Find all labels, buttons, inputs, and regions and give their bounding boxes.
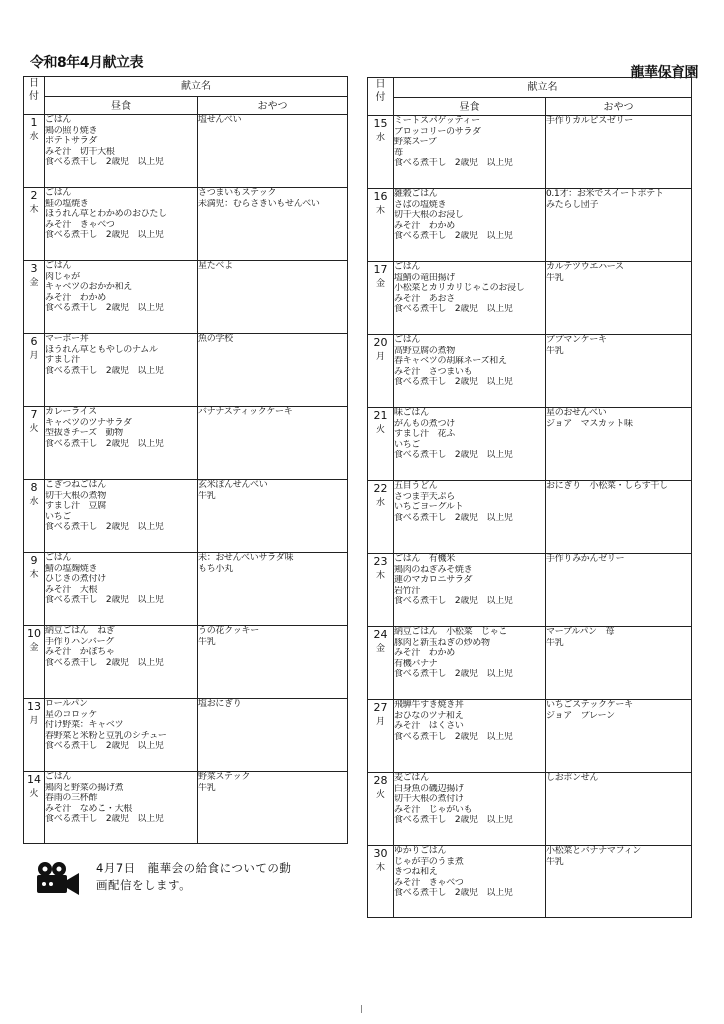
- menu-row: [368, 262, 692, 335]
- lunch-cell: [45, 772, 198, 844]
- date-cell: [368, 627, 394, 700]
- lunch-item: 蓮のマカロニサラダ: [394, 575, 473, 586]
- lunch-item: みそ汁 かぼちゃ: [45, 647, 115, 658]
- snack-cell: [198, 480, 348, 553]
- snack-item: 小松菜とバナナマフィン: [546, 846, 641, 856]
- lunch-item: ごはん: [45, 553, 72, 563]
- lunch-item: 鯖の塩麹焼き: [45, 563, 98, 574]
- lunch-item: 食べる煮干し 2歳児 以上児: [45, 657, 164, 668]
- menu-row: [368, 189, 692, 262]
- snack-cell: [546, 700, 692, 773]
- day-number: 15: [373, 117, 388, 130]
- weekday: 木: [375, 570, 385, 581]
- snack-item: ジョア プレーン: [546, 710, 615, 721]
- snack-cell: [198, 334, 348, 407]
- lunch-cell: [394, 408, 546, 481]
- lunch-item: ポテトサラダ: [45, 136, 98, 147]
- lunch-item: ごはん: [45, 188, 72, 198]
- day-number: 13: [27, 700, 41, 713]
- lunch-cell: [45, 699, 198, 772]
- lunch-item: ごはん: [394, 335, 421, 345]
- notice-line-1: 4月7日 龍華会の給食についての動: [96, 861, 292, 875]
- snack-cell: [198, 626, 348, 699]
- lunch-cell: [394, 189, 546, 262]
- lunch-item: 小松菜とカリカリじゃこのお浸し: [394, 283, 525, 294]
- snack-item: 牛乳: [198, 490, 216, 501]
- lunch-item: ブロッコリーのサラダ: [394, 126, 481, 137]
- lunch-item: みそ汁 じゃがいも: [394, 804, 473, 815]
- lunch-item: ロールパン: [45, 699, 88, 709]
- snack-item: マーブルパン 苺: [546, 627, 615, 637]
- date-cell: [368, 189, 394, 262]
- lunch-cell: [45, 115, 198, 188]
- lunch-item: すまし汁: [45, 355, 80, 366]
- lunch-item: みそ汁 あおさ: [394, 293, 455, 304]
- snack-item: 0.1才：お米でスイートポテト: [546, 189, 664, 199]
- lunch-item: みそ汁 わかめ: [394, 220, 455, 231]
- lunch-item: ほうれん草ともやしのナムル: [45, 344, 158, 355]
- day-number: 23: [373, 555, 388, 568]
- lunch-item: みそ汁 さつまいも: [394, 366, 473, 377]
- lunch-item: いちごヨーグルト: [394, 502, 464, 513]
- page-mark: [361, 1005, 362, 1013]
- snack-cell: [198, 553, 348, 626]
- lunch-item: 塩鯖の竜田揚げ: [394, 272, 455, 283]
- lunch-item: ごはん: [45, 772, 72, 782]
- snack-cell: [546, 846, 692, 918]
- snack-cell: [198, 115, 348, 188]
- lunch-item: キャベツのツナサラダ: [45, 417, 132, 428]
- snack-item: いちごステックケーキ: [546, 700, 633, 710]
- lunch-cell: [394, 773, 546, 846]
- lunch-item: 五目うどん: [394, 481, 438, 491]
- page-title: 令和8年4月献立表: [30, 55, 143, 71]
- lunch-item: 納豆ごはん ねぎ: [45, 626, 115, 636]
- snack-cell: [198, 699, 348, 772]
- day-number: 6: [30, 335, 38, 348]
- lunch-item: 有機バナナ: [394, 658, 438, 669]
- menu-row: [368, 481, 692, 554]
- lunch-item: 食べる煮干し 2歳児 以上児: [45, 522, 164, 533]
- lunch-item: 食べる煮干し 2歳児 以上児: [394, 596, 513, 607]
- weekday: 月: [375, 351, 385, 362]
- day-number: 27: [373, 701, 388, 714]
- snack-cell: [546, 189, 692, 262]
- lunch-item: 食べる煮干し 2歳児 以上児: [45, 814, 164, 825]
- date-cell: [368, 554, 394, 627]
- lunch-cell: [394, 116, 546, 189]
- date-cell: [368, 408, 394, 481]
- menu-row: [24, 480, 348, 553]
- lunch-item: 肉じゃが: [45, 271, 80, 282]
- weekday: 木: [375, 862, 385, 873]
- menu-row: [24, 772, 348, 844]
- snack-item: バナナスティックケーキ: [198, 407, 293, 417]
- snack-item: 未：おせんべいサラダ味: [198, 553, 294, 563]
- lunch-item: きつね和え: [394, 867, 438, 878]
- lunch-item: いちご: [45, 511, 72, 522]
- lunch-item: 食べる煮干し 2歳児 以上児: [394, 450, 513, 461]
- lunch-item: みそ汁 切干大根: [45, 146, 115, 157]
- day-number: 30: [373, 847, 388, 860]
- lunch-cell: [45, 626, 198, 699]
- snack-item: 塩おにぎり: [198, 699, 242, 709]
- lunch-item: 麦ごはん: [394, 773, 429, 783]
- meal-header: 昼食: [394, 98, 546, 116]
- lunch-item: 食べる煮干し 2歳児 以上児: [45, 595, 164, 606]
- weekday: 木: [29, 204, 39, 215]
- lunch-item: がんもの煮つけ: [394, 418, 455, 429]
- lunch-cell: [45, 261, 198, 334]
- lunch-item: みそ汁 はくさい: [394, 721, 464, 732]
- day-number: 28: [373, 774, 388, 787]
- weekday: 金: [29, 277, 39, 288]
- lunch-item: キャベツのおかか和え: [45, 282, 133, 293]
- day-number: 7: [30, 408, 38, 421]
- weekday: 金: [29, 642, 39, 653]
- snack-item: 魚の学校: [198, 334, 233, 344]
- day-number: 1: [30, 116, 38, 129]
- lunch-item: 食べる煮干し 2歳児 以上児: [394, 377, 513, 388]
- weekday: 月: [29, 715, 39, 726]
- menu-row: [24, 699, 348, 772]
- menu-row: [24, 626, 348, 699]
- day-number: 22: [373, 482, 388, 495]
- date-cell: [24, 772, 45, 844]
- lunch-item: みそ汁 大根: [45, 584, 98, 595]
- lunch-item: 食べる煮干し 2歳児 以上児: [45, 741, 164, 752]
- weekday: 火: [375, 424, 385, 435]
- lunch-item: 春雨の三杯酢: [45, 793, 98, 804]
- snack-item: おにぎり 小松菜・しらす干し: [546, 481, 668, 491]
- menu-table-right: [367, 77, 692, 918]
- snack-item: 星たべよ: [198, 261, 233, 271]
- day-number: 9: [30, 554, 38, 567]
- lunch-item: 春野菜と米粉と豆乳のシチュー: [45, 730, 167, 741]
- lunch-item: 切干大根の煮付け: [394, 794, 464, 805]
- lunch-item: みそ汁 わかめ: [45, 292, 106, 303]
- menu-row: [24, 553, 348, 626]
- snack-item: 牛乳: [546, 272, 564, 283]
- day-number: 24: [373, 628, 388, 641]
- lunch-item: ほうれん草とわかめのおひたし: [45, 209, 167, 220]
- lunch-item: 白身魚の磯辺揚げ: [394, 783, 464, 794]
- snack-cell: [546, 481, 692, 554]
- lunch-item: さつま芋天ぷら: [394, 491, 455, 502]
- weekday: 火: [375, 789, 385, 800]
- lunch-item: じゃが芋のうま煮: [394, 856, 464, 867]
- notice-text: [96, 860, 336, 894]
- snack-item: 牛乳: [546, 637, 564, 648]
- lunch-item: 食べる煮干し 2歳児 以上児: [45, 230, 164, 241]
- day-number: 10: [27, 627, 41, 640]
- menu-header: 献立名: [394, 78, 692, 98]
- snack-cell: [546, 116, 692, 189]
- snack-item: 星のおせんべい: [546, 408, 607, 418]
- snack-item: さつまいもステック: [198, 188, 277, 198]
- date-cell: [24, 188, 45, 261]
- menu-row: [368, 700, 692, 773]
- snack-cell: [546, 627, 692, 700]
- lunch-item: ひじきの煮付け: [45, 574, 106, 585]
- lunch-cell: [394, 554, 546, 627]
- snack-cell: [546, 335, 692, 408]
- snack-cell: [198, 188, 348, 261]
- lunch-item: 食べる煮干し 2歳児 以上児: [394, 731, 513, 742]
- lunch-item: 苺: [394, 147, 403, 158]
- lunch-cell: [394, 700, 546, 773]
- weekday: 火: [29, 423, 39, 434]
- date-cell: [24, 699, 45, 772]
- snack-item: 手作りカルピスゼリー: [546, 116, 634, 126]
- lunch-cell: [394, 481, 546, 554]
- menu-header: 献立名: [45, 77, 348, 97]
- lunch-item: 高野豆腐の煮物: [394, 345, 455, 356]
- snack-item: 塩せんべい: [198, 115, 242, 125]
- lunch-item: 型抜きチーズ 動物: [45, 428, 123, 439]
- lunch-cell: [394, 262, 546, 335]
- snack-item: 牛乳: [198, 782, 216, 793]
- video-camera-icon: [34, 860, 82, 900]
- date-cell: [24, 261, 45, 334]
- lunch-cell: [394, 627, 546, 700]
- snack-cell: [546, 554, 692, 627]
- lunch-item: 食べる煮干し 2歳児 以上児: [45, 157, 164, 168]
- lunch-cell: [394, 335, 546, 408]
- snack-item: ププマンケーキ: [546, 335, 607, 345]
- menu-row: [24, 407, 348, 480]
- date-cell: [368, 481, 394, 554]
- day-number: 20: [373, 336, 388, 349]
- menu-row: [24, 115, 348, 188]
- date-cell: [368, 116, 394, 189]
- snack-item: もち小丸: [198, 563, 233, 574]
- lunch-item: 雑穀ごはん: [394, 189, 438, 199]
- lunch-item: こぎつねごはん: [45, 480, 106, 490]
- lunch-item: 手作りハンバーグ: [45, 636, 114, 647]
- date-header: [368, 78, 394, 116]
- lunch-item: ごはん 有機米: [394, 554, 455, 564]
- date-cell: [368, 700, 394, 773]
- snack-item: 牛乳: [546, 856, 564, 867]
- lunch-item: 食べる煮干し 2歳児 以上児: [45, 303, 164, 314]
- day-number: 3: [30, 262, 38, 275]
- lunch-item: 食べる煮干し 2歳児 以上児: [45, 438, 164, 449]
- weekday: 水: [375, 132, 385, 143]
- lunch-cell: [394, 846, 546, 918]
- lunch-item: 納豆ごはん 小松菜 じゃこ: [394, 627, 508, 637]
- date-header-line1: 日: [375, 79, 386, 90]
- menu-row: [368, 408, 692, 481]
- lunch-item: 豚肉と新玉ねぎの炒め物: [394, 637, 490, 648]
- lunch-item: マーボー丼: [45, 334, 89, 344]
- date-cell: [24, 334, 45, 407]
- menu-row: [368, 554, 692, 627]
- lunch-item: ごはん: [45, 261, 72, 271]
- lunch-item: 野菜スープ: [394, 137, 437, 148]
- lunch-item: 食べる煮干し 2歳児 以上児: [394, 231, 513, 242]
- weekday: 木: [375, 205, 385, 216]
- date-cell: [368, 262, 394, 335]
- date-cell: [368, 335, 394, 408]
- date-header-line1: 日: [29, 78, 39, 89]
- lunch-item: 食べる煮干し 2歳児 以上児: [394, 815, 513, 826]
- weekday: 水: [29, 131, 39, 142]
- lunch-item: カレーライス: [45, 407, 97, 417]
- lunch-item: 味ごはん: [394, 408, 429, 418]
- snack-item: みたらし団子: [546, 199, 599, 210]
- lunch-cell: [45, 553, 198, 626]
- school-name: 龍華保育園: [630, 65, 698, 81]
- lunch-item: すまし汁 豆腐: [45, 501, 106, 512]
- lunch-item: 鶏肉と野菜の揚げ煮: [45, 782, 124, 793]
- lunch-item: 鮭の塩焼き: [45, 198, 89, 209]
- snack-cell: [198, 772, 348, 844]
- weekday: 金: [375, 278, 385, 289]
- date-cell: [368, 846, 394, 918]
- lunch-item: みそ汁 きゃべつ: [45, 219, 115, 230]
- menu-row: [368, 773, 692, 846]
- lunch-item: さばの塩焼き: [394, 199, 447, 210]
- menu-row: [368, 846, 692, 918]
- snack-item: 牛乳: [198, 636, 216, 647]
- lunch-item: 食べる煮干し 2歳児 以上児: [394, 888, 513, 899]
- lunch-item: ミートスパゲッティー: [394, 116, 480, 126]
- menu-row: [368, 116, 692, 189]
- lunch-cell: [45, 480, 198, 553]
- lunch-item: いちご: [394, 439, 421, 450]
- lunch-item: ゆかりごはん: [394, 846, 447, 856]
- snack-item: うの花クッキー: [198, 626, 259, 636]
- snack-cell: [546, 773, 692, 846]
- snack-header: おやつ: [198, 97, 348, 115]
- lunch-item: 切干大根の煮物: [45, 490, 106, 501]
- meal-header: 昼食: [45, 97, 198, 115]
- lunch-cell: [45, 407, 198, 480]
- lunch-item: 飛騨牛すき焼き丼: [394, 700, 464, 710]
- date-header: [24, 77, 45, 115]
- date-cell: [24, 480, 45, 553]
- day-number: 2: [30, 189, 38, 202]
- notice: [34, 860, 334, 910]
- date-cell: [24, 407, 45, 480]
- snack-item: ジョア マスカット味: [546, 418, 633, 429]
- day-number: 17: [373, 263, 388, 276]
- snack-item: しおポンせん: [546, 773, 599, 783]
- weekday: 月: [29, 350, 39, 361]
- weekday: 火: [29, 788, 39, 799]
- lunch-item: 食べる煮干し 2歳児 以上児: [45, 365, 164, 376]
- snack-item: 玄米ぽんせんべい: [198, 480, 268, 490]
- date-cell: [368, 773, 394, 846]
- notice-line-2: 画配信をします。: [96, 878, 192, 892]
- lunch-item: 切干大根のお浸し: [394, 210, 464, 221]
- lunch-item: 付け野菜：キャベツ: [45, 720, 124, 731]
- lunch-item: 食べる煮干し 2歳児 以上児: [394, 304, 513, 315]
- snack-cell: [546, 408, 692, 481]
- weekday: 水: [375, 497, 385, 508]
- snack-header: おやつ: [546, 98, 692, 116]
- menu-row: [368, 627, 692, 700]
- snack-item: カルテツウエハース: [546, 262, 624, 272]
- lunch-item: 星のコロッケ: [45, 709, 98, 720]
- snack-item: 野菜ステック: [198, 772, 251, 782]
- lunch-item: ごはん: [45, 115, 72, 125]
- snack-cell: [198, 261, 348, 334]
- snack-item: 手作りみかんゼリー: [546, 554, 625, 564]
- menu-row: [368, 335, 692, 408]
- lunch-item: 岩竹汁: [394, 585, 421, 596]
- lunch-cell: [45, 188, 198, 261]
- lunch-item: みそ汁 わかめ: [394, 648, 455, 659]
- lunch-item: 食べる煮干し 2歳児 以上児: [394, 669, 513, 680]
- lunch-item: 食べる煮干し 2歳児 以上児: [394, 158, 513, 169]
- weekday: 金: [375, 643, 385, 654]
- day-number: 16: [373, 190, 388, 203]
- snack-item: 未満児：むらさきいもせんべい: [198, 198, 320, 209]
- menu-table-left: [23, 76, 348, 844]
- lunch-item: みそ汁 なめこ・大根: [45, 803, 133, 814]
- snack-cell: [546, 262, 692, 335]
- lunch-item: みそ汁 きゃべつ: [394, 877, 464, 888]
- lunch-item: 鶏の照り焼き: [45, 125, 98, 136]
- day-number: 8: [30, 481, 38, 494]
- date-header-line2: 付: [29, 91, 39, 102]
- date-cell: [24, 115, 45, 188]
- lunch-item: 春キャベツの胡麻ネーズ和え: [394, 356, 507, 367]
- day-number: 21: [373, 409, 388, 422]
- day-number: 14: [27, 773, 41, 786]
- lunch-item: 食べる煮干し 2歳児 以上児: [394, 512, 513, 523]
- weekday: 木: [29, 569, 39, 580]
- lunch-cell: [45, 334, 198, 407]
- lunch-item: 鶏肉のねぎみそ焼き: [394, 564, 473, 575]
- lunch-item: ごはん: [394, 262, 421, 272]
- snack-item: 牛乳: [546, 345, 564, 356]
- date-header-line2: 付: [375, 92, 386, 103]
- snack-cell: [198, 407, 348, 480]
- weekday: 月: [375, 716, 385, 727]
- weekday: 水: [29, 496, 39, 507]
- date-cell: [24, 553, 45, 626]
- lunch-item: すまし汁 花ふ: [394, 429, 455, 440]
- date-cell: [24, 626, 45, 699]
- lunch-item: おひなのツナ和え: [394, 710, 464, 721]
- menu-row: [24, 261, 348, 334]
- menu-row: [24, 334, 348, 407]
- menu-row: [24, 188, 348, 261]
